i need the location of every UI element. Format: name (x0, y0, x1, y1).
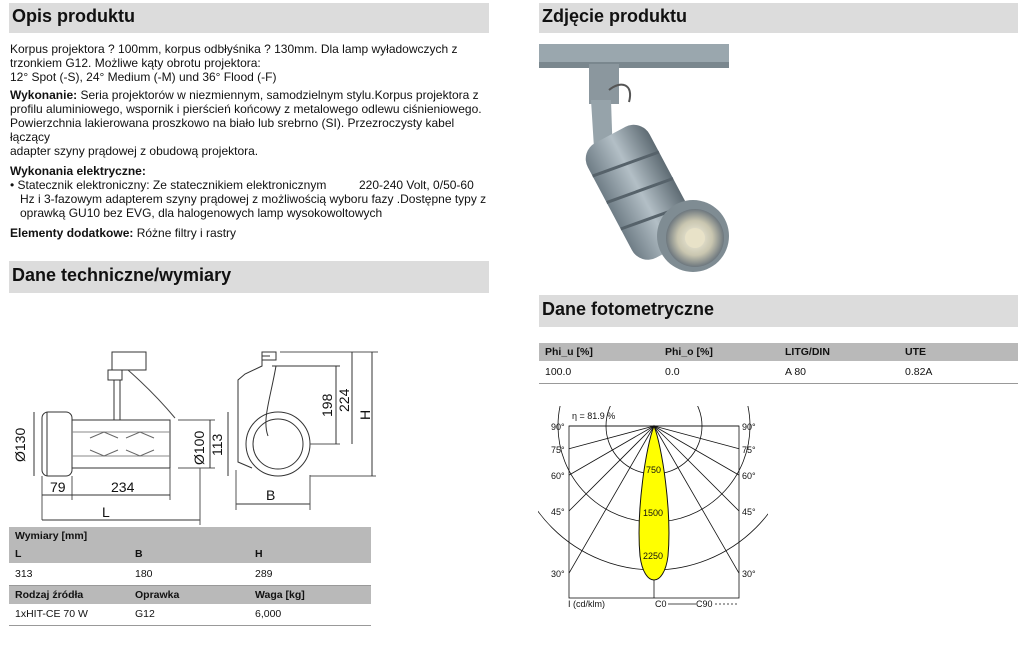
drawing-body (72, 420, 170, 468)
foto-value-phiu: 100.0 (539, 361, 659, 383)
polar-angle-left: 60° (551, 471, 565, 481)
polar-angle-right: 30° (742, 569, 756, 579)
opis-line: Korpus projektora ? 100mm, korpus odbłyśnika ? 130mm. Dla lamp wyładowczych z (10, 42, 458, 56)
opis-line: trzonkiem G12. Możliwe kąty obrotu projektora: (10, 56, 261, 70)
wymiary-value-L: 313 (9, 563, 129, 585)
wykonanie-paragraph (10, 88, 490, 102)
dim-224: 224 (336, 388, 352, 412)
polar-angle-left: 45° (551, 507, 565, 517)
elec-voltage: 220-240 Volt, 0/50-60 (359, 178, 474, 192)
dim-d130: Ø130 (12, 427, 28, 462)
wymiary-value-H: 289 (249, 563, 371, 585)
opis-header (9, 3, 489, 33)
zrodlo-value-socket: G12 (129, 604, 249, 626)
zrodlo-value-type: 1xHIT-CE 70 W (9, 604, 129, 626)
tech-title: Dane techniczne/wymiary (12, 265, 232, 285)
dim-B: B (266, 487, 276, 503)
technical-drawing (0, 340, 400, 530)
dim-L: L (102, 504, 110, 520)
foto-header-litg: LITG/DIN (779, 343, 899, 361)
foto-header-phiu: Phi_u [%] (539, 343, 659, 361)
wymiary-header-H: H (249, 545, 371, 563)
polar-ring-label: 750 (646, 465, 662, 475)
polar-angle-right: 60° (742, 471, 756, 481)
zrodlo-header-socket: Oprawka (129, 585, 249, 604)
polar-c90: C90 (696, 599, 713, 609)
polar-c0: C0 (655, 599, 667, 609)
polar-eta: η = 81.9 % (572, 411, 616, 421)
wymiary-table (9, 527, 371, 626)
product-photo (539, 40, 739, 280)
zrodlo-value-weight: 6,000 (249, 604, 371, 626)
foto-header-phio: Phi_o [%] (659, 343, 779, 361)
opis-description (10, 42, 490, 240)
extra-text: Różne filtry i rastry (133, 226, 237, 240)
polar-angle-left: 90° (551, 422, 565, 432)
wymiary-header-L: L (9, 545, 129, 563)
polar-angle-right: 90° (742, 422, 756, 432)
elec-line: Hz i 3-fazowym adapterem szyny prądowej z możliwością wyboru fazy .Dostępne typy z (20, 192, 487, 206)
elec-line: • Statecznik elektroniczny: Ze statecznikiem elektronicznym (10, 178, 327, 192)
foto-header-ute: UTE (899, 343, 1018, 361)
polar-angle-right: 45° (742, 507, 756, 517)
polar-ring-label: 1500 (643, 508, 664, 518)
dim-79: 79 (50, 479, 66, 495)
zdjecie-header (539, 3, 1018, 33)
wykonanie-line: profilu aluminiowego, wspornik i pierścień końcowy z metalowego odlewu ciśnieniowego. (10, 102, 482, 116)
tech-header (9, 261, 489, 293)
wymiary-value-B: 180 (129, 563, 249, 585)
polar-unit: I (cd/klm) (568, 599, 605, 609)
zrodlo-header-weight: Waga [kg] (249, 585, 371, 604)
zrodlo-header-type: Rodzaj źródła (9, 585, 129, 604)
dim-198: 198 (319, 393, 335, 417)
wymiary-header-B: B (129, 545, 249, 563)
wymiary-title: Wymiary [mm] (9, 527, 371, 545)
polar-ring-label: 2250 (643, 551, 664, 561)
wykonanie-line: adapter szyny prądowej z obudową projektora. (10, 144, 259, 158)
polar-diagram (538, 406, 768, 616)
opis-line: 12° Spot (-S), 24° Medium (-M) und 36° Flood (-F) (10, 70, 277, 84)
polar-angle-left: 30° (551, 569, 565, 579)
drawing-front-ring (246, 412, 310, 476)
wykonanie-label: Wykonanie: (10, 88, 78, 102)
wykonanie-line: Powierzchnia lakierowana proszkowo na biało lub srebrno (SI). Przezroczysty kabel łączący (10, 116, 455, 144)
polar-angle-right: 75° (742, 445, 756, 455)
foto-value-ute: 0.82A (899, 361, 1018, 383)
polar-angle-left: 75° (551, 445, 565, 455)
foto-value-litg: A 80 (779, 361, 899, 383)
dim-113: 113 (209, 433, 225, 456)
foto-table (539, 343, 1018, 384)
extra-label: Elementy dodatkowe: (10, 226, 134, 240)
dim-d100: Ø100 (191, 430, 207, 465)
opis-title: Opis produktu (12, 6, 135, 26)
foto-header (539, 295, 1018, 327)
zdjecie-title: Zdjęcie produktu (542, 6, 688, 26)
foto-title: Dane fotometryczne (542, 299, 715, 319)
dim-234: 234 (111, 479, 135, 495)
elec-label: Wykonania elektryczne: (10, 164, 146, 178)
elec-line: oprawką GU10 bez EVG, dla halogenowych lamp wysokowoltowych (20, 206, 383, 220)
wykonanie-text: Seria projektorów w niezmiennym, samodzielnym stylu.Korpus projektora z (77, 88, 479, 102)
foto-value-phio: 0.0 (659, 361, 779, 383)
photo-adapter (589, 64, 619, 104)
drawing-adapter (112, 352, 146, 370)
elec-row (10, 178, 490, 192)
dim-H: H (357, 409, 373, 420)
